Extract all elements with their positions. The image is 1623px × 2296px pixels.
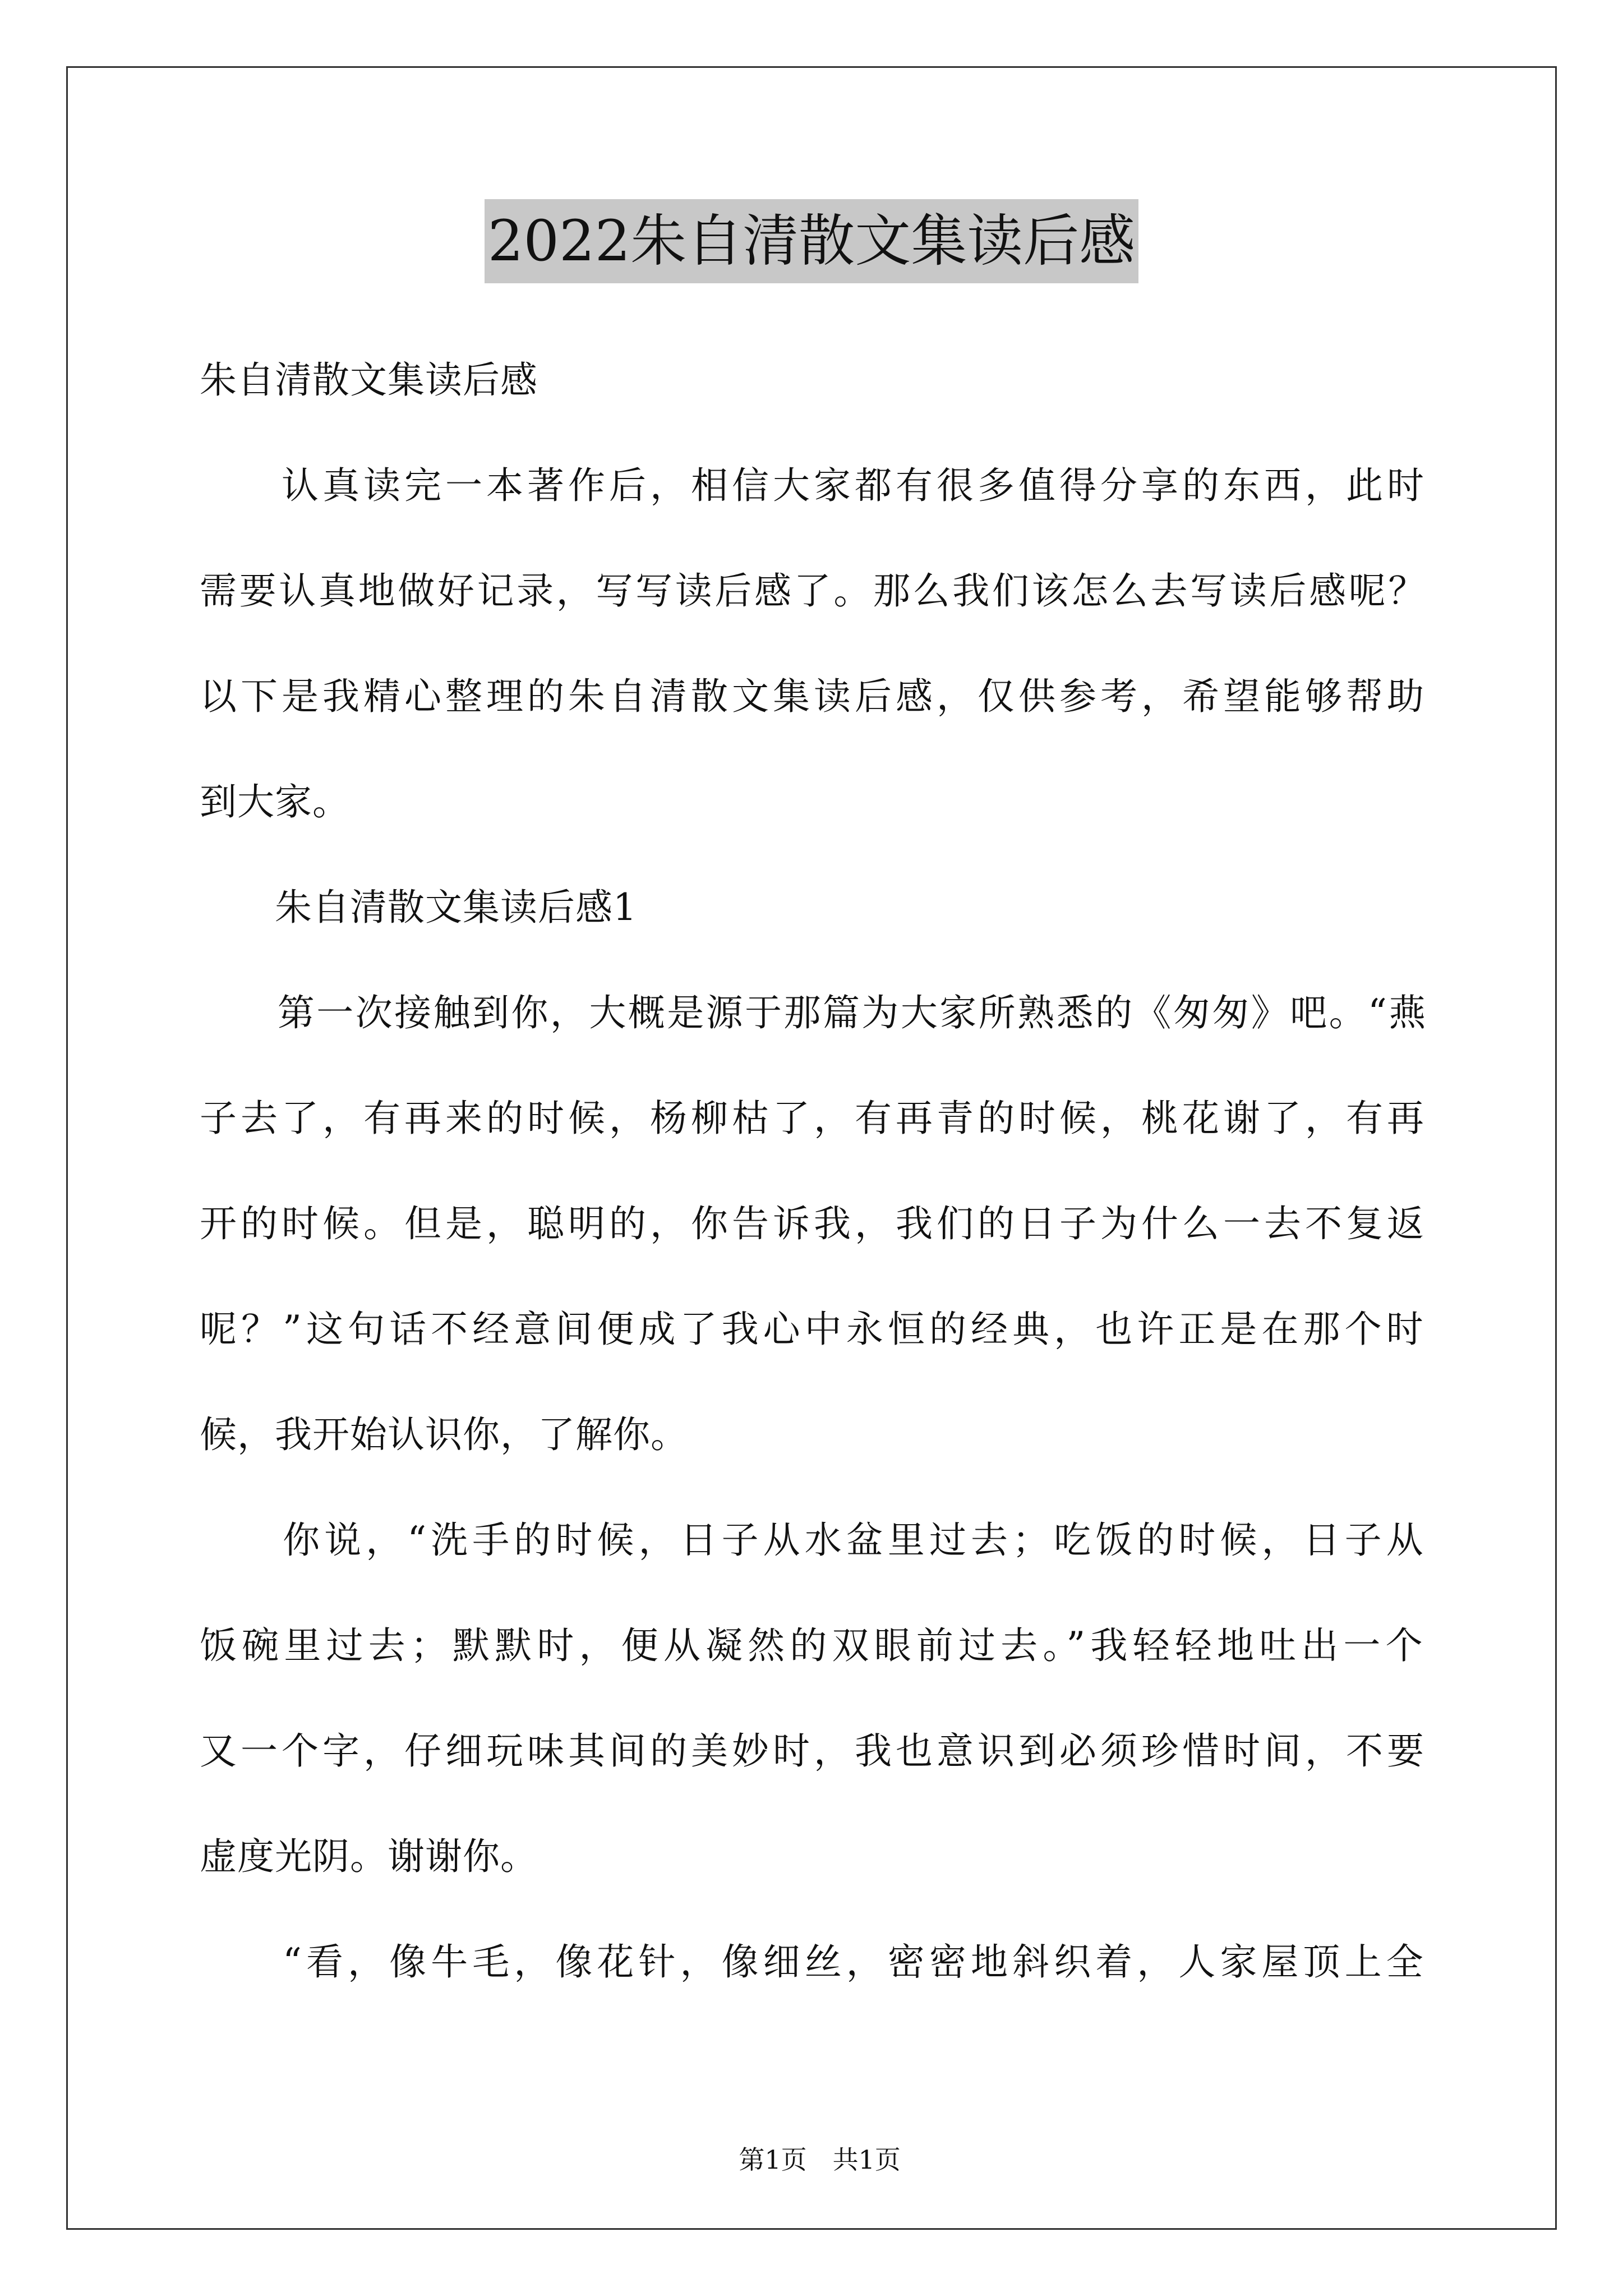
paragraph-line: 又一个字，仔细玩味其间的美妙时，我也意识到必须珍惜时间，不要 <box>200 1729 1428 1773</box>
paragraph-line: 以下是我精心整理的朱自清散文集读后感，仅供参考，希望能够帮助 <box>200 675 1428 718</box>
paragraph-line: 认真读完一本著作后，相信大家都有很多值得分享的东西，此时 <box>200 464 1428 507</box>
paragraph-line: 开的时候。但是，聪明的，你告诉我，我们的日子为什么一去不复返 <box>200 1202 1428 1245</box>
paragraph-line: “看，像牛毛，像花针，像细丝，密密地斜织着，人家屋顶上全 <box>200 1940 1428 1984</box>
page-footer <box>0 2109 1623 2177</box>
paragraph-line: 子去了，有再来的时候，杨柳枯了，有再青的时候，桃花谢了，有再 <box>200 1097 1428 1140</box>
subtitle-block <box>200 328 1428 433</box>
document-subtitle: 朱自清散文集读后感 <box>200 358 538 402</box>
paragraph-you-said <box>200 1488 1428 1910</box>
paragraph-look <box>200 1910 1428 2015</box>
paragraph-first-contact <box>200 960 1428 1488</box>
paragraph-line: 饭碗里过去；默默时，便从凝然的双眼前过去。”我轻轻地吐出一个 <box>200 1624 1428 1667</box>
paragraph-line: 到大家。 <box>200 780 350 823</box>
paragraph-line: 第一次接触到你，大概是源于那篇为大家所熟悉的《匆匆》吧。“燕 <box>200 991 1428 1034</box>
paragraph-line: 呢？”这句话不经意间便成了我心中永恒的经典，也许正是在那个时 <box>200 1308 1428 1351</box>
section-heading-block <box>200 855 1428 960</box>
page-indicator: 第1页 共1页 <box>739 2145 901 2175</box>
paragraph-line: 需要认真地做好记录，写写读后感了。那么我们该怎么去写读后感呢？ <box>200 569 1428 613</box>
paragraph-line: 虚度光阴。谢谢你。 <box>200 1835 538 1878</box>
section-heading: 朱自清散文集读后感1 <box>200 886 637 929</box>
title-container <box>0 199 1623 283</box>
paragraph-line: 你说，“洗手的时候，日子从水盆里过去；吃饭的时候，日子从 <box>200 1519 1428 1562</box>
paragraph-intro <box>200 433 1428 855</box>
document-title: 2022朱自清散文集读后感 <box>485 199 1139 283</box>
paragraph-line: 候，我开始认识你，了解你。 <box>200 1413 688 1456</box>
